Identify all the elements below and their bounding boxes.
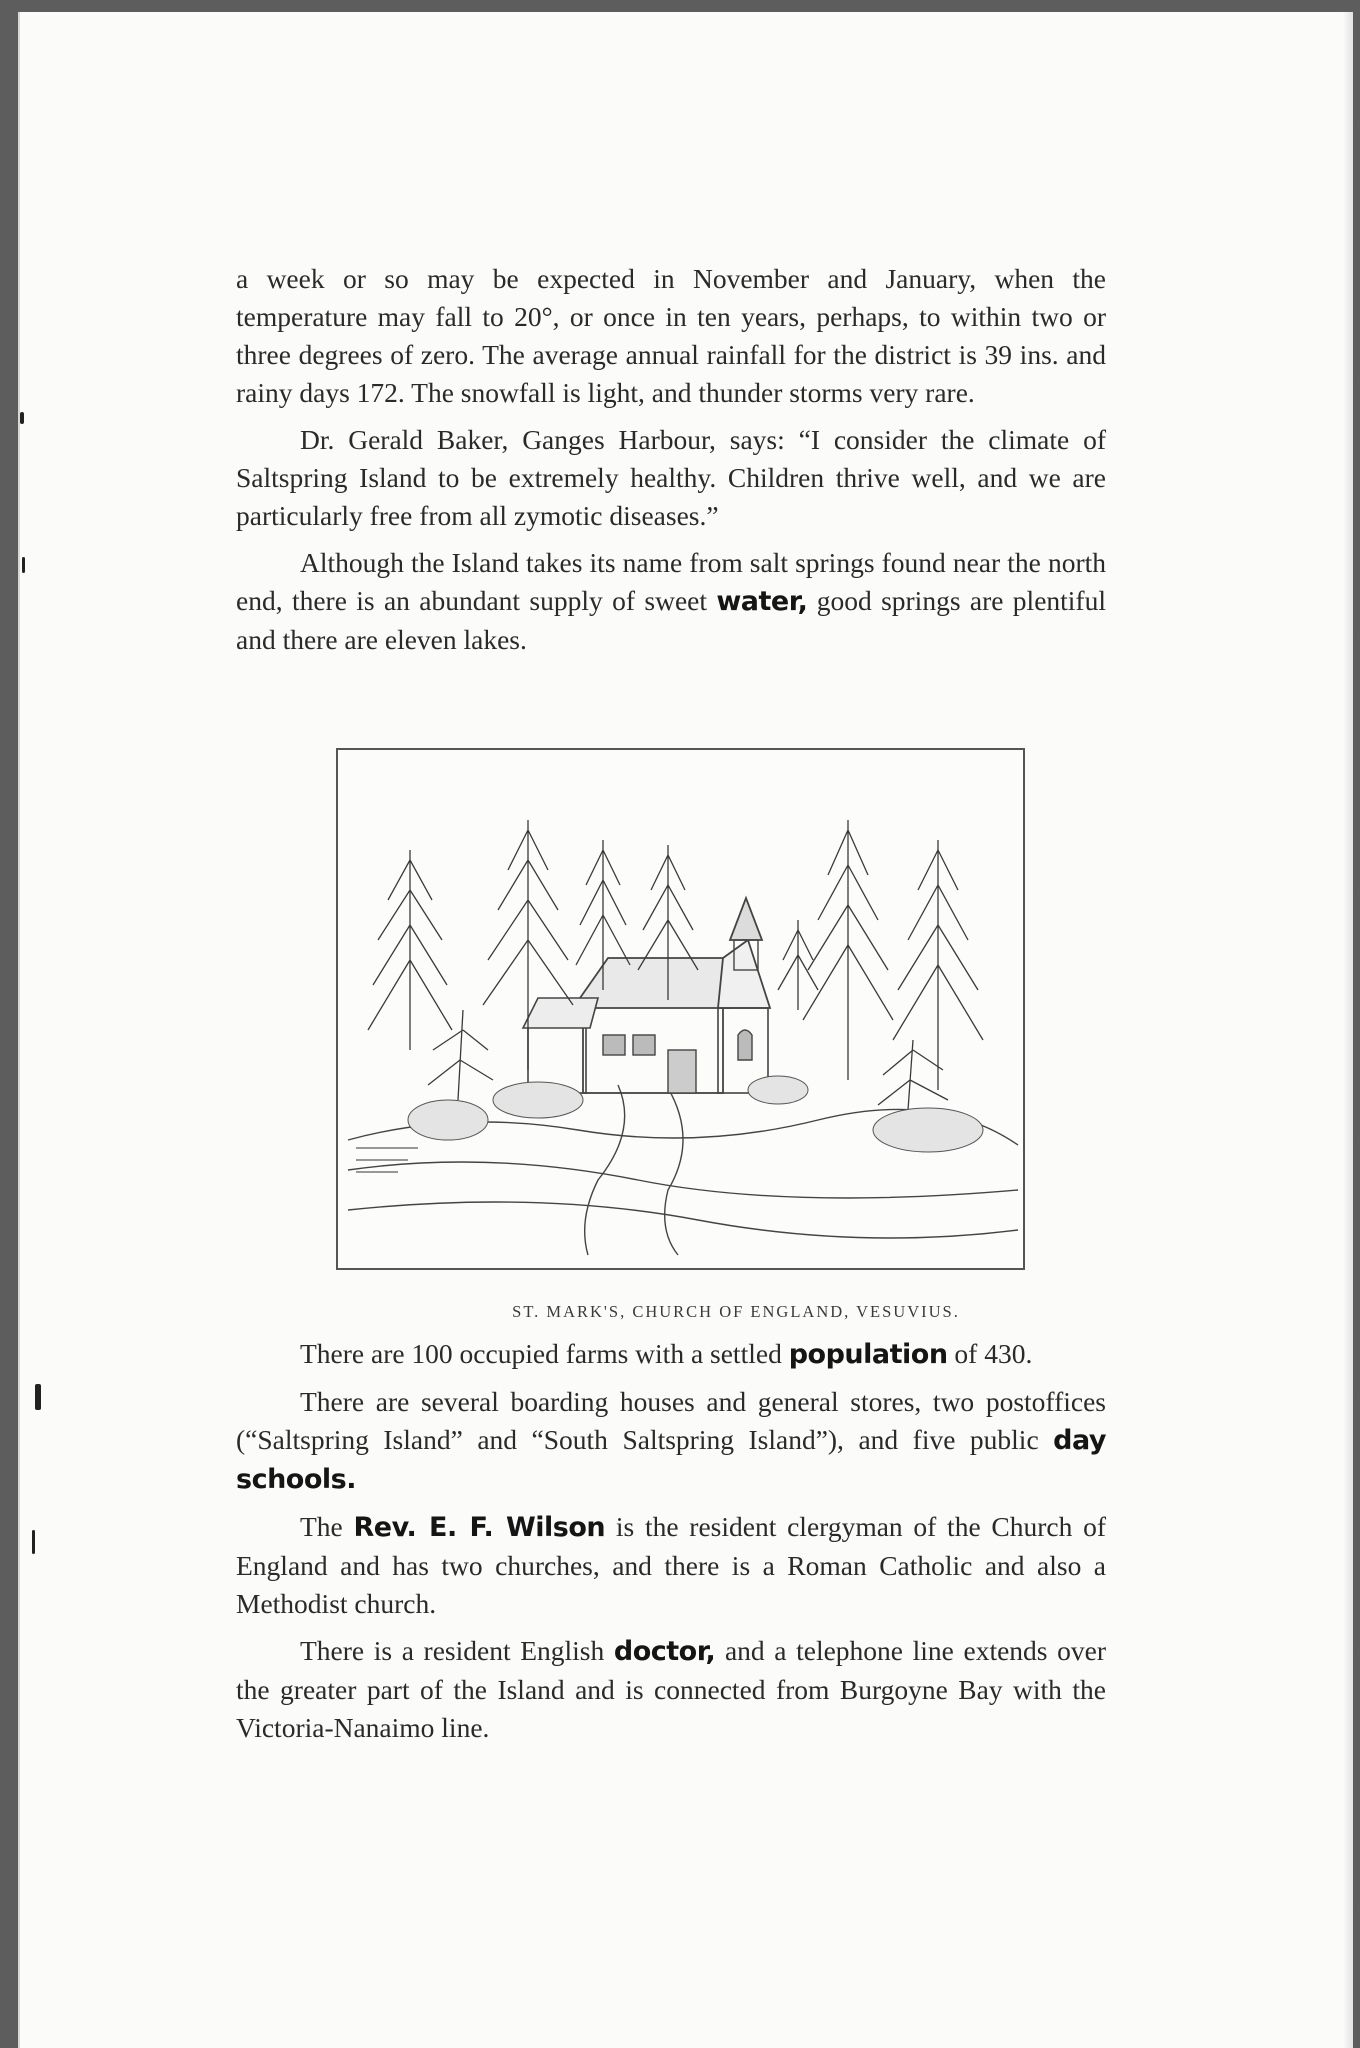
paragraph-population [236, 1335, 1106, 1374]
upper-text-block [236, 260, 1106, 668]
clergyman-text-1: The [300, 1511, 354, 1542]
paragraph-climate: a week or so may be expected in November and January, when the temperature may fall to 20°, or once in ten years, perhaps, to within two or three degrees of zero. The average annual rainfall for the district is 39 ins. and rainy days 172. The snowfall is light, and thunder storms very rare. [236, 263, 1106, 408]
schools-text-1: There are several boarding houses and general stores, two postoffices (“Saltspring Island” and “South Saltspring Island”), and five public [236, 1386, 1106, 1455]
church-drawing [338, 750, 1023, 1268]
water-text-2: good springs are plentiful and there are eleven lakes. [236, 585, 1106, 655]
paragraph-water [236, 544, 1106, 659]
page-edge [1343, 12, 1353, 2048]
margin-mark [22, 557, 25, 573]
doctor-text-1: There is a resident English [300, 1635, 614, 1666]
paragraph-doctor-quote: Dr. Gerald Baker, Ganges Harbour, says: “I consider the climate of Saltspring Island to be extremely healthy. Children thrive well, and we are particularly free from all zymotic diseases.” [236, 424, 1106, 531]
lower-text-block [236, 1335, 1106, 1756]
population-bold: population [788, 1339, 948, 1370]
margin-mark [35, 1384, 41, 1410]
church-illustration [336, 748, 1025, 1270]
illustration-caption: ST. MARK'S, CHURCH OF ENGLAND, VESUVIUS. [512, 1302, 960, 1321]
doctor-bold: doctor, [613, 1636, 716, 1667]
schools-bold: day schools. [236, 1425, 1106, 1495]
book-page [18, 12, 1353, 2048]
paragraph-clergyman [236, 1508, 1106, 1623]
margin-mark [32, 1530, 35, 1554]
paragraph-doctor-telephone [236, 1632, 1106, 1747]
population-text-2: of 430. [947, 1338, 1033, 1369]
water-text-1: Although the Island takes its name from salt springs found near the north end, there is an abundant supply of sweet [236, 547, 1106, 616]
paragraph-schools [236, 1383, 1106, 1499]
population-text-1: There are 100 occupied farms with a settled [300, 1338, 789, 1369]
doctor-text-2: and a telephone line extends over the greater part of the Island and is connected from Burgoyne Bay with the Victoria-Nanaimo line. [236, 1635, 1106, 1743]
margin-mark [20, 412, 24, 424]
water-bold: water, [716, 586, 808, 617]
clergyman-text-2: is the resident clergyman of the Church of England and has two churches, and there is a Roman Catholic and also a Methodist church. [236, 1511, 1106, 1619]
clergyman-bold: Rev. E. F. Wilson [353, 1512, 606, 1543]
